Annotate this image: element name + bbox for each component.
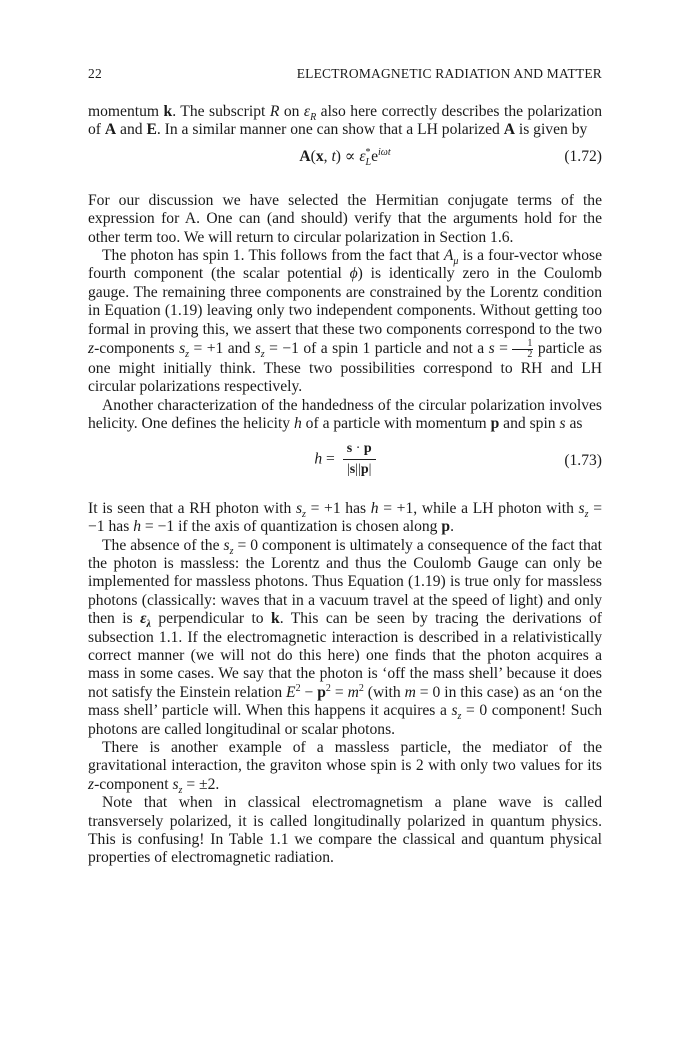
page-body (88, 103, 602, 868)
paragraph-2: For our discussion we have selected the Hermitian conjugate terms of the expression for A. One can (and should) verify that the arguments hold for the other term too. We will return to circular polarization in Section 1.6. (88, 191, 602, 246)
paragraph-7: There is another example of a massless particle, the mediator of the gravitational interaction, the graviton whose spin is 2 with only two values for its z-component $s_z = \pm 2$. (88, 738, 602, 796)
equation-1-73 (88, 438, 602, 486)
running-title: ELECTROMAGNETIC RADIATION AND MATTER (296, 66, 602, 81)
paragraph-3: The photon has spin 1. This follows from the fact that $A_\mu$ is a four-vector whose fourth component (the scalar potential ϕ) is identically zero in the Coulomb gauge. The remaining three components are constrained by the Lorentz condition in Equation (1.19) leaving only two independent components. Without getting too formal in proving this, we assert that these two components correspond to the two z-components $s_z = +1$ and $s_z = -1$ of a spin 1 particle and not a s = $\frac{1}{2}$ particle as one might initially think. These two possibilities correspond to RH and LH circular polarizations respectively. (88, 247, 602, 396)
equation-number: (1.72) (564, 147, 602, 165)
paragraph-6: The absence of the $s_z = 0$ component is ultimately a consequence of the fact that the photon is massless: the Lorentz and thus the Coulomb Gauge can only be implemented for massless photons. Thus Equation (1.19) is true only for massless photons (classically: waves that in a vacuum travel at the speed of light) and only then is $\varepsilon_\lambda$ perpendicular to k. This can be seen by tracing the derivations of subsection 1.1. If the electromagnetic interaction is described in a relativistically correct manner (we will not do this here) one finds that the photon acquires a mass in some cases. We say that the photon is ‘off the mass shell’ because it does not satisfy the Einstein relation $E^2 - p^2 = m^2$ (with m = 0 in this case) as an ‘on the mass shell’ particle will. When this happens it acquires a $s_z = 0$ component! Such photons are called longitudinal or scalar photons. (88, 536, 603, 738)
equation-number: (1.73) (564, 451, 602, 469)
paragraph-5: It is seen that a RH photon with $s_z = +1$ has h = +1, while a LH photon with $s_z = -1$ has h = −1 if the axis of quantization is chosen along p. (88, 499, 602, 536)
equation-1-72 (88, 142, 602, 178)
equation-expression: h = $\frac{s \cdot p}{|s||p|}$ (88, 440, 602, 480)
equation-expression: A(x, $t) \propto \varepsilon^*_Le^{i\omega t}$ (299, 146, 391, 168)
paragraph-4: Another characterization of the handedness of the circular polarization involves helicity. One defines the helicity h of a particle with momentum p and spin s as (88, 396, 602, 433)
paragraph-8: Note that when in classical electromagnetism a plane wave is called transversely polarized, it is called longitudinally polarized in quantum physics. This is confusing! In Table 1.1 we compare the classical and quantum physical properties of electromagnetic radiation. (88, 794, 602, 867)
running-header (88, 66, 602, 84)
paragraph-1: momentum k. The subscript R on $\varepsilon_R$ also here correctly describes the polarization of A and E. In a similar manner one can show that a LH polarized A is given by (88, 103, 602, 139)
page-number: 22 (88, 66, 102, 81)
